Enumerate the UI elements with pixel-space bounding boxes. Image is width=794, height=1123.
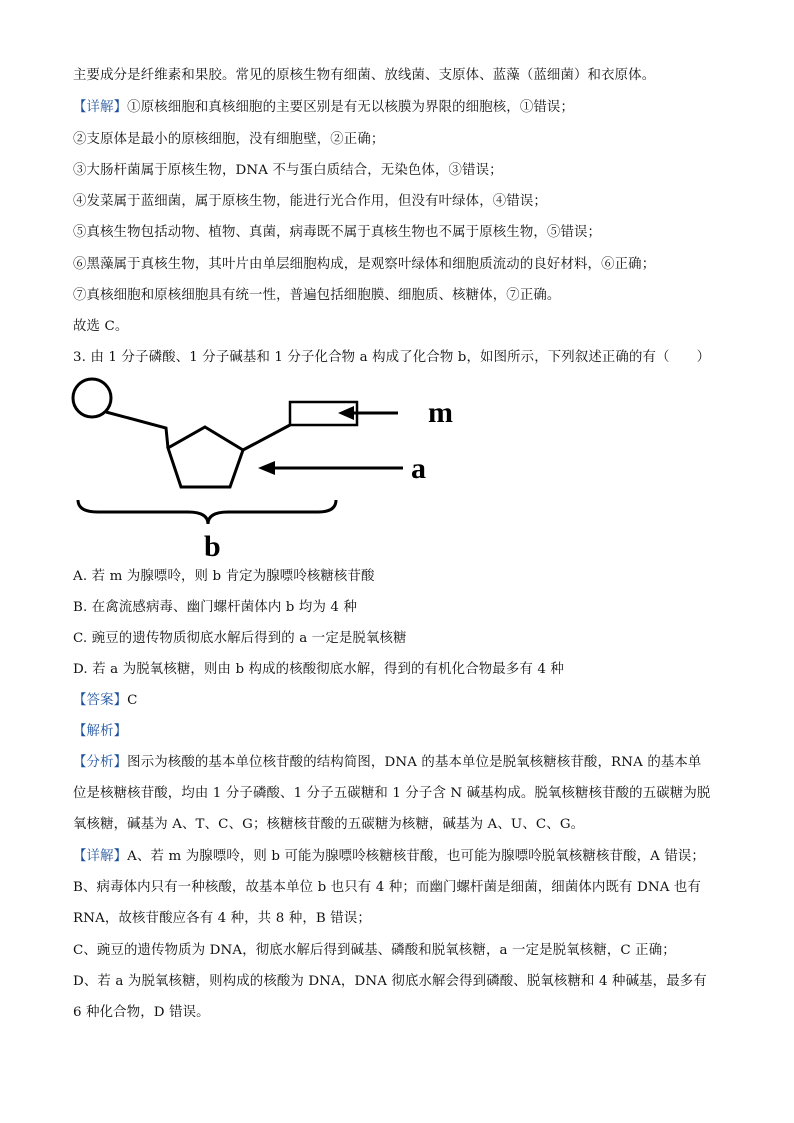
phosphate-circle [73,379,111,417]
question-stem: 3. 由 1 分子磷酸、1 分子碱基和 1 分子化合物 a 构成了化合物 b，如图所示，下列叙述正确的有（ ） [73,350,711,365]
detail-text-1: A、若 m 为腺嘌呤，则 b 可能为腺嘌呤核糖核苷酸，也可能为腺嘌呤脱氧核糖核苷酸，A 错误； [127,849,705,864]
fenxi-line-3: 氧核糖，碱基为 A、T、C、G；核糖核苷酸的五碳糖为核糖，碱基为 A、U、C、G。 [73,817,585,832]
answer-value: C [127,693,138,708]
detail-line-6: 6 种化合物，D 错误。 [73,1005,210,1020]
fenxi-line-2: 位是核糖核苷酸，均由 1 分子磷酸、1 分子五碳糖和 1 分子含 N 碱基构成。脱氧核糖核苷酸的五碳糖为脱 [73,786,711,801]
detail-text: ①原核细胞和真核细胞的主要区别是有无以核膜为界限的细胞核，①错误； [127,100,575,115]
label-m: m [428,396,453,429]
detail-tag-2: 【详解】 [73,849,128,864]
detail-line-4: C、豌豆的遗传物质为 DNA，彻底水解后得到碱基、磷酸和脱氧核糖，a 一定是脱氧核糖，C 正确； [73,943,676,958]
base-bond [243,425,290,450]
answer-tag: 【答案】 [73,693,128,708]
conclusion-line: 故选 C。 [73,319,129,334]
arrow-m-head [338,406,354,420]
arrow-a-head [258,461,275,475]
option-c: C. 豌豆的遗传物质彻底水解后得到的 a 一定是脱氧核糖 [73,631,407,646]
detail-line-3: RNA，故核苷酸应各有 4 种，共 8 种，B 错误； [73,911,371,926]
line-5: ④发菜属于蓝细菌，属于原核生物，能进行光合作用，但没有叶绿体，④错误； [73,194,547,209]
nucleotide-diagram [68,372,468,562]
detail-line-1 [73,848,705,866]
analysis-heading: 【解析】 [73,724,128,739]
pentose-ring [168,427,243,487]
line-2 [73,99,574,117]
option-a: A. 若 m 为腺嘌呤，则 b 肯定为腺嘌呤核糖核苷酸 [73,569,375,584]
detail-line-5: D、若 a 为脱氧核糖，则构成的核酸为 DNA，DNA 彻底水解会得到磷酸、脱氧核糖和 4 种碱基，最多有 [73,974,707,989]
line-4: ③大肠杆菌属于原核生物，DNA 不与蛋白质结合，无染色体，③错误； [73,163,503,178]
label-b: b [204,530,221,562]
line-6: ⑤真核生物包括动物、植物、真菌，病毒既不属于真核生物也不属于原核生物，⑤错误； [73,225,602,240]
option-b: B. 在禽流感病毒、幽门螺杆菌体内 b 均为 4 种 [73,600,358,615]
detail-tag: 【详解】 [73,100,128,115]
fenxi-tag: 【分析】 [73,755,128,770]
label-a: a [411,452,426,485]
line-3: ②支原体是最小的原核细胞，没有细胞壁，②正确； [73,132,385,147]
option-d: D. 若 a 为脱氧核糖，则由 b 构成的核酸彻底水解，得到的有机化合物最多有 4 种 [73,662,564,677]
line-7: ⑥黑藻属于真核生物，其叶片由单层细胞构成，是观察叶绿体和细胞质流动的良好材料，⑥正确； [73,257,656,272]
fenxi-text: 图示为核酸的基本单位核苷酸的结构简图，DNA 的基本单位是脱氧核糖核苷酸，RNA 的基本单 [127,755,702,770]
fenxi-line-1 [73,754,701,772]
phosphate-bond [106,412,168,448]
line-8: ⑦真核细胞和原核细胞具有统一性，普遍包括细胞膜、细胞质、核糖体，⑦正确。 [73,288,561,303]
line-1: 主要成分是纤维素和果胶。常见的原核生物有细菌、放线菌、支原体、蓝藻（蓝细菌）和衣原体。 [73,68,656,83]
detail-line-2: B、病毒体内只有一种核酸，故基本单位 b 也只有 4 种；而幽门螺杆菌是细菌，细菌体内既有 DNA 也有 [73,880,702,895]
brace-b [78,500,336,524]
answer-line [73,692,138,710]
